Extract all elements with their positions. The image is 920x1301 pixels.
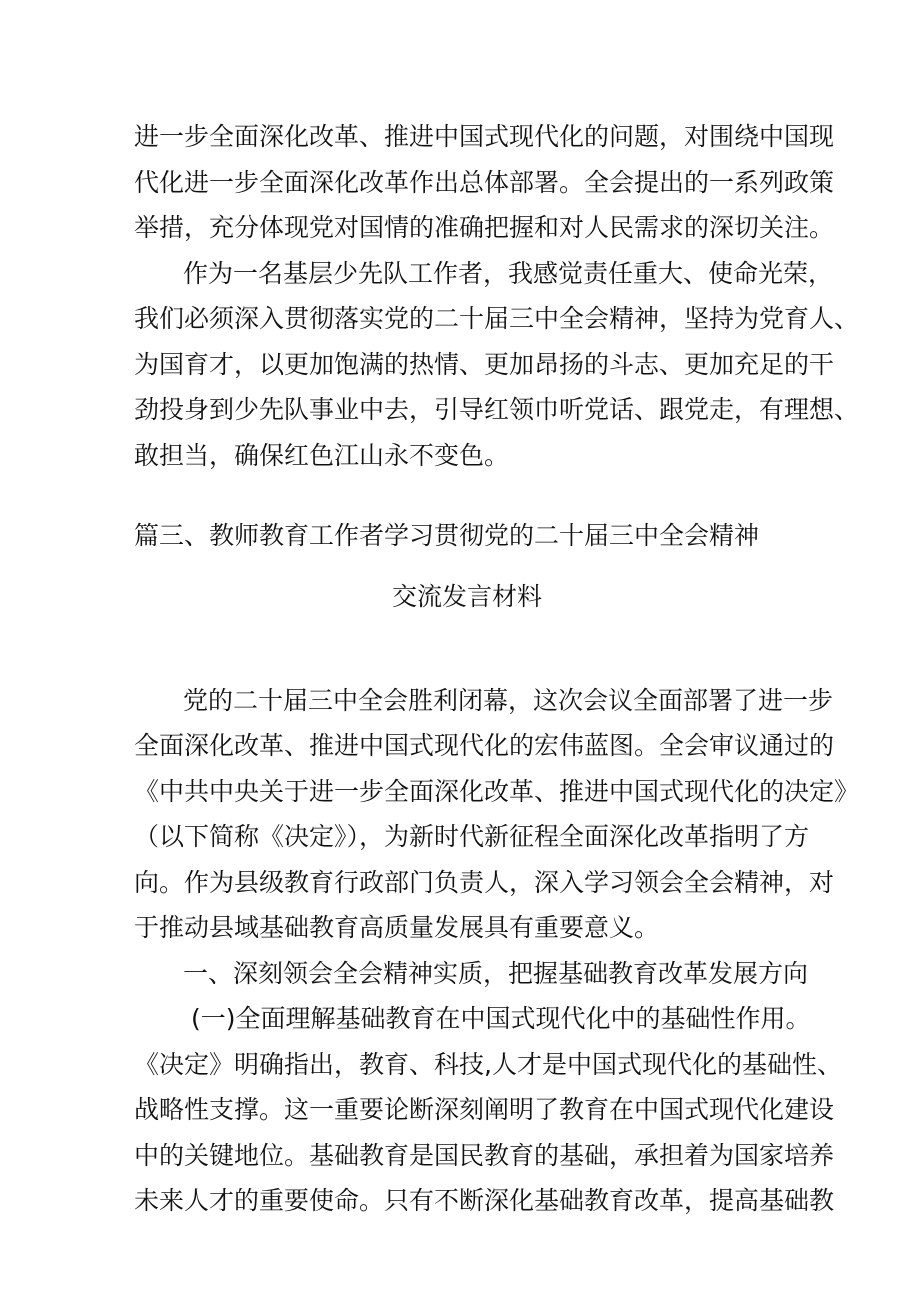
section-subtitle: 交流发言材料 xyxy=(392,582,543,611)
paragraph-line: 战略性支撑。这一重要论断深刻阐明了教育在中国式现代化建设 xyxy=(134,1095,835,1124)
subsection-heading: (一)全面理解基础教育在中国式现代化中的基础性作用。 xyxy=(191,1004,811,1033)
paragraph-line: 党的二十届三中全会胜利闭幕，这次会议全面部署了进一步 xyxy=(183,686,834,715)
section-heading: 篇三、教师教育工作者学习贯彻党的二十届三中全会精神 xyxy=(134,521,760,550)
paragraph-line: 向。作为县级教育行政部门负责人，深入学习领会全会精神，对 xyxy=(134,868,835,897)
paragraph-line: 我们必须深入贯彻落实党的二十届三中全会精神，坚持为党育人、 xyxy=(134,304,860,333)
paragraph-line: 代化进一步全面深化改革作出总体部署。全会提出的一系列政策 xyxy=(134,168,835,197)
paragraph-line: 中的关键地位。基础教育是国民教育的基础，承担着为国家培养 xyxy=(134,1141,835,1170)
paragraph-line: 《决定》明确指出，教育、科技,人才是中国式现代化的基础性、 xyxy=(134,1050,842,1079)
paragraph-line: 《中共中央关于进一步全面深化改革、推进中国式现代化的决定》 xyxy=(134,777,860,806)
paragraph-line: 作为一名基层少先队工作者，我感觉责任重大、使命光荣， xyxy=(183,259,834,288)
paragraph-line: 未来人才的重要使命。只有不断深化基础教育改革，提高基础教 xyxy=(134,1186,835,1215)
paragraph-line: 于推动县域基础教育高质量发展具有重要意义。 xyxy=(134,913,660,942)
section-point-heading: 一、深刻领会全会精神实质，把握基础教育改革发展方向 xyxy=(183,959,809,988)
paragraph-line: 进一步全面深化改革、推进中国式现代化的问题，对围绕中国现 xyxy=(134,122,835,151)
paragraph-line: 举措，充分体现党对国情的准确把握和对人民需求的深切关注。 xyxy=(134,213,835,242)
paragraph-line: 全面深化改革、推进中国式现代化的宏伟蓝图。全会审议通过的 xyxy=(134,731,835,760)
paragraph-line: 劲投身到少先队事业中去，引导红领巾听党话、跟党走，有理想、 xyxy=(134,395,860,424)
paragraph-line: 为国育才，以更加饱满的热情、更加昂扬的斗志、更加充足的干 xyxy=(134,350,835,379)
paragraph-line: （以下简称《决定》），为新时代新征程全面深化改革指明了方 xyxy=(134,822,810,851)
paragraph-line: 敢担当，确保红色江山永不变色。 xyxy=(134,441,510,470)
